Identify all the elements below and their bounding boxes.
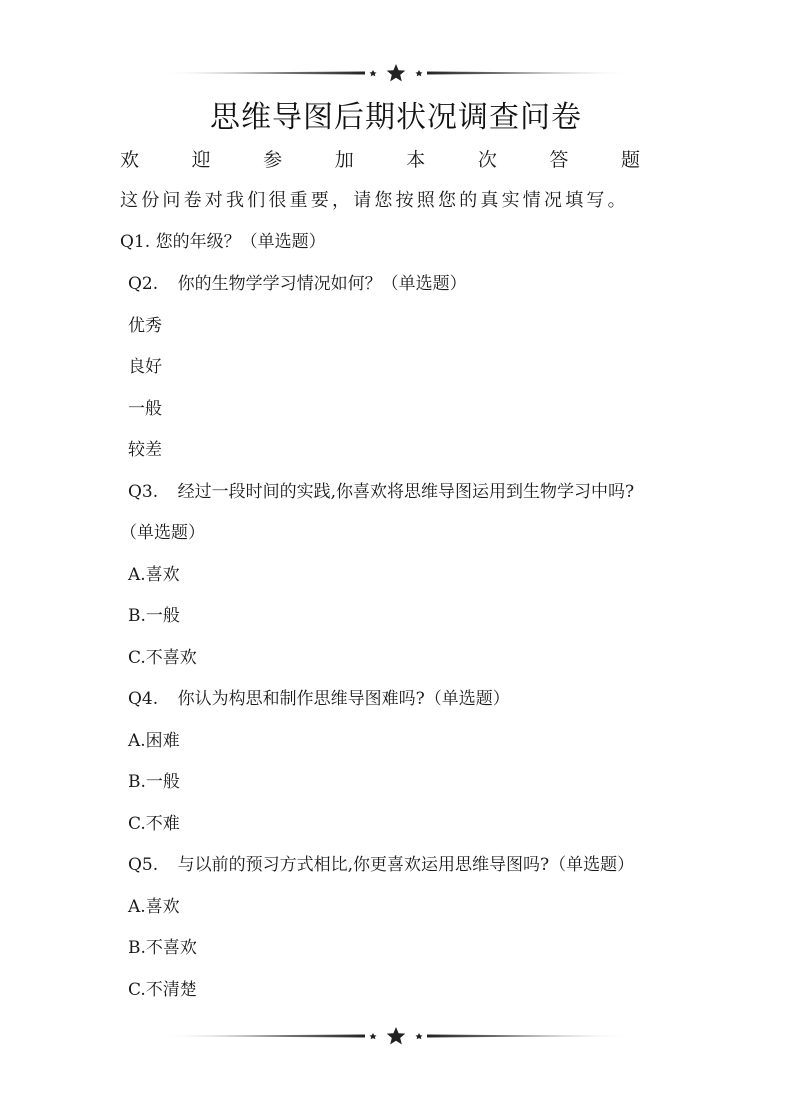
top-ornament-divider: [160, 63, 632, 83]
bottom-ornament-divider: [160, 1026, 632, 1046]
welcome-char: 参: [263, 149, 283, 171]
option-item[interactable]: 良好: [128, 357, 162, 377]
question-number: Q5.: [128, 855, 159, 875]
option-item[interactable]: C.不难: [128, 814, 180, 834]
option-item[interactable]: C.不清楚: [128, 980, 197, 1000]
welcome-char: 本: [406, 149, 426, 171]
option-item[interactable]: 较差: [128, 440, 162, 460]
question-text: 与以前的预习方式相比,你更喜欢运用思维导图吗?（单选题）: [177, 855, 635, 875]
star-divider-icon: [160, 63, 632, 83]
welcome-line: [120, 147, 640, 173]
welcome-char: 加: [334, 149, 354, 171]
question-3: [128, 479, 634, 505]
welcome-char: 次: [477, 149, 497, 171]
star-divider-icon: [160, 1026, 632, 1046]
question-5: [128, 852, 634, 878]
option-item[interactable]: C.不喜欢: [128, 648, 197, 668]
question-number: Q4.: [128, 689, 159, 709]
question-text: 经过一段时间的实践,你喜欢将思维导图运用到生物学习中吗?: [177, 482, 635, 502]
question-text: 你的生物学学习情况如何？（单选题）: [177, 274, 467, 294]
welcome-char: 答: [549, 149, 569, 171]
option-item[interactable]: A.喜欢: [128, 565, 180, 585]
option-item[interactable]: B.一般: [128, 606, 180, 626]
question-1: [120, 229, 326, 255]
welcome-char: 欢: [120, 149, 140, 171]
intro-text: 这份问卷对我们很重要，请您按照您的真实情况填写。: [120, 190, 629, 211]
question-number: Q3.: [128, 482, 159, 502]
option-item[interactable]: B.不喜欢: [128, 938, 197, 958]
welcome-char: 迎: [191, 149, 211, 171]
question-2: [128, 271, 467, 297]
welcome-char: 题: [620, 149, 640, 171]
option-item[interactable]: A.喜欢: [128, 897, 180, 917]
option-item[interactable]: B.一般: [128, 772, 180, 792]
option-item[interactable]: 优秀: [128, 316, 162, 336]
option-item[interactable]: 一般: [128, 399, 162, 419]
question-number: Q2.: [128, 274, 159, 294]
question-4: [128, 686, 510, 712]
option-item[interactable]: A.困难: [128, 731, 180, 751]
question-text: 您的年级？（单选题）: [155, 232, 326, 252]
question-text-continued: （单选题）: [120, 523, 205, 543]
page-title: 思维导图后期状况调查问卷: [210, 100, 582, 135]
question-number: Q1.: [120, 232, 151, 252]
question-text: 你认为构思和制作思维导图难吗?（单选题）: [177, 689, 510, 709]
